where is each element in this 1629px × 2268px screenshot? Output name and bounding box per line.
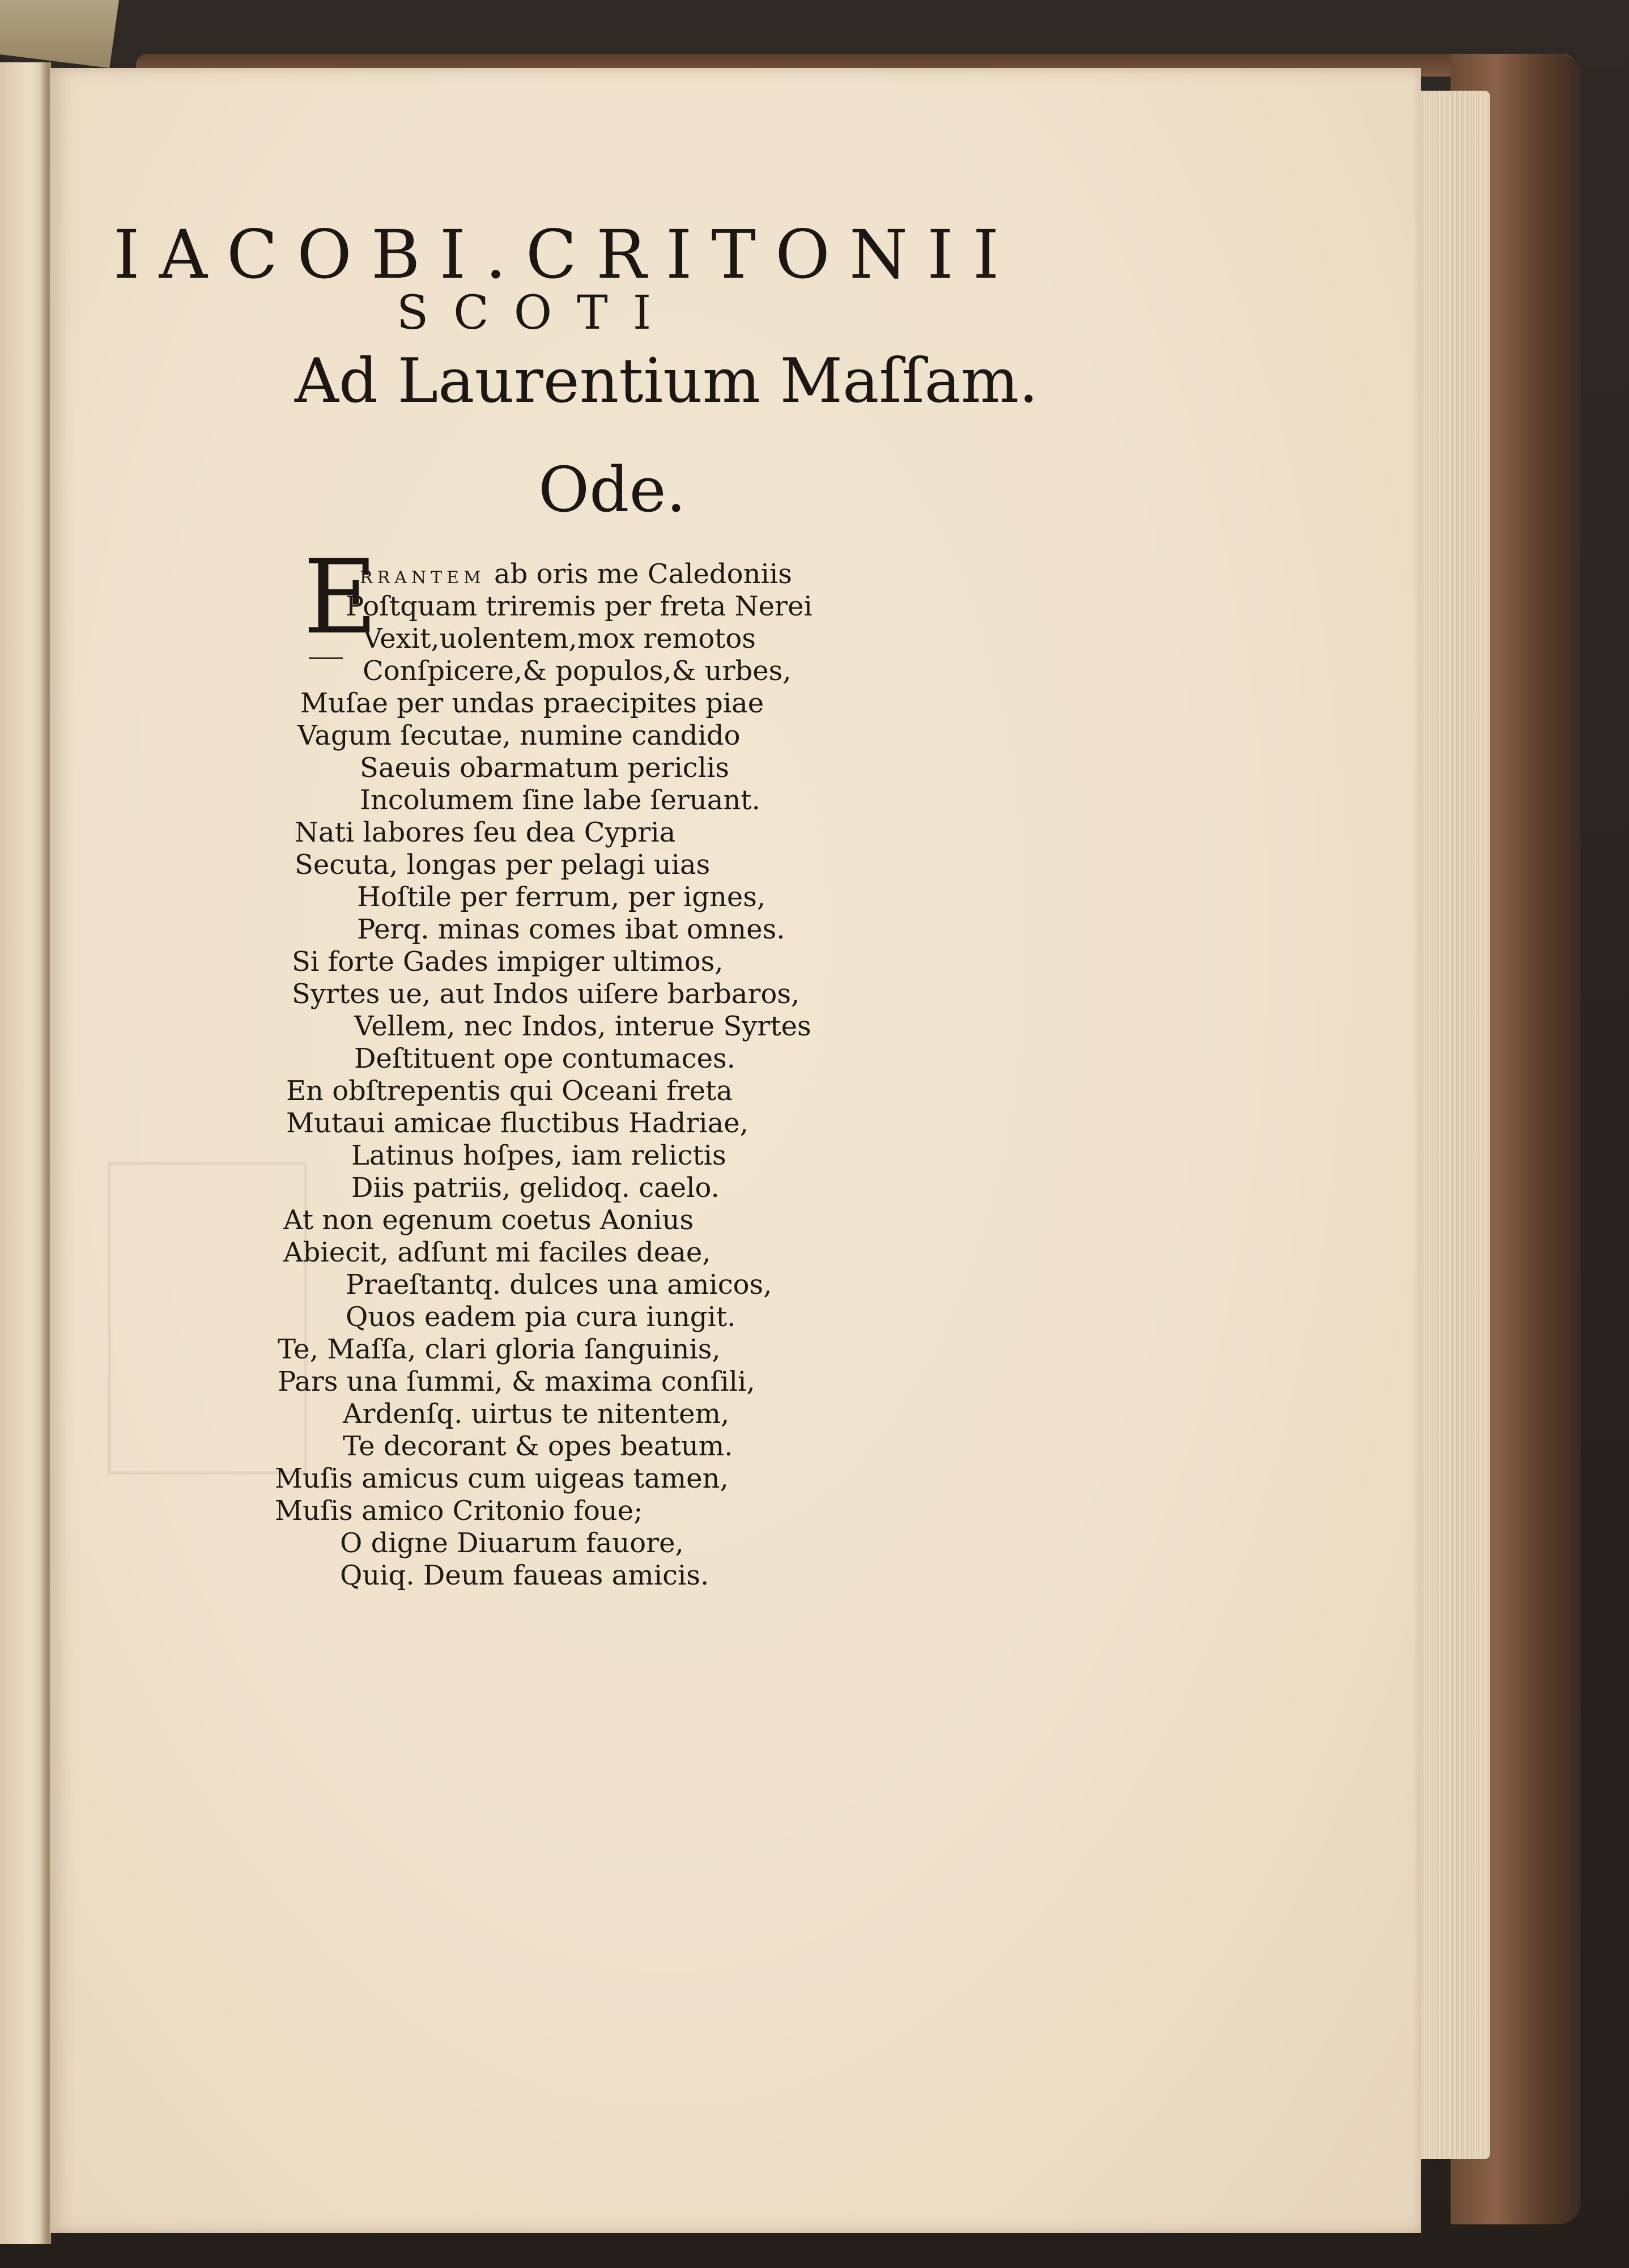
bleed-through-ornament (108, 1162, 307, 1475)
poem-line: Syrtes ue, aut Indos uiſere barbaros, (292, 978, 800, 1010)
poem-line: Muſis amico Critonio foue; (275, 1495, 643, 1527)
poem-line: Saeuis obarmatum periclis (360, 752, 730, 784)
poem-line: Deſtituent ope contumaces. (354, 1043, 735, 1074)
poem-line: Nati labores ſeu dea Cypria (295, 817, 676, 848)
genre-heading: Ode. (538, 453, 686, 526)
poem-line: RRANTEM ab oris me Caledoniis (360, 558, 792, 590)
poem-line: Si forte Gades impiger ultimos, (292, 946, 724, 978)
poem-line: Vexit,uolentem,mox remotos (363, 623, 756, 655)
poem-line: Mutaui amicae fluctibus Hadriae, (286, 1107, 748, 1139)
dedication-heading: Ad Laurentium Maſſam. (295, 346, 1039, 417)
poem-line: Latinus hoſpes, iam relictis (351, 1140, 726, 1171)
poem-line: Poſtquam triremis per freta Nerei (346, 591, 813, 622)
page-title: IACOBI.CRITONII (113, 215, 1019, 294)
page-edges (1411, 91, 1490, 2159)
poem-line: Secuta, longas per pelagi uias (295, 849, 711, 881)
poem-line: Ardenſq. uirtus te nitentem, (343, 1398, 730, 1430)
poem-line: Perq. minas comes ibat omnes. (357, 914, 785, 945)
drop-cap: E (303, 538, 378, 657)
poem-line: Muſae per undas praecipites piae (300, 687, 764, 719)
poem-line: Vagum ſecutae, numine candido (297, 720, 741, 751)
poem-line: Pars una ſummi, & maxima conſili, (278, 1366, 755, 1398)
poem-line: At non egenum coetus Aonius (283, 1204, 694, 1236)
page-subtitle: SCOTI (397, 286, 677, 340)
lead-word: RRANTEM (360, 568, 486, 588)
poem-line: Vellem, nec Indos, interue Syrtes (354, 1010, 811, 1042)
poem-line: Quos eadem pia cura iungit. (346, 1301, 736, 1333)
poem-line: Te decorant & opes beatum. (343, 1430, 733, 1462)
poem-line: Te, Maſſa, clari gloria ſanguinis, (278, 1333, 721, 1365)
poem-line: Diis patriis, gelidoq. caelo. (351, 1172, 720, 1204)
margin-mark (309, 657, 343, 659)
poem-line: Hoſtile per ferrum, per ignes, (357, 881, 766, 913)
poem-line: En obſtrepentis qui Oceani freta (286, 1075, 733, 1107)
poem-line: Abiecit, adſunt mi faciles deae, (283, 1237, 711, 1268)
poem-line: Quiq. Deum faueas amicis. (340, 1560, 709, 1591)
poem-line: Conſpicere,& populos,& urbes, (363, 655, 792, 687)
poem-line: O digne Diuarum fauore, (340, 1527, 684, 1559)
poem-line: Incolumem ſine labe ſeruant. (360, 784, 760, 816)
poem-line: Muſis amicus cum uigeas tamen, (275, 1463, 729, 1494)
poem-line: Praeſtantq. dulces una amicos, (346, 1269, 772, 1301)
